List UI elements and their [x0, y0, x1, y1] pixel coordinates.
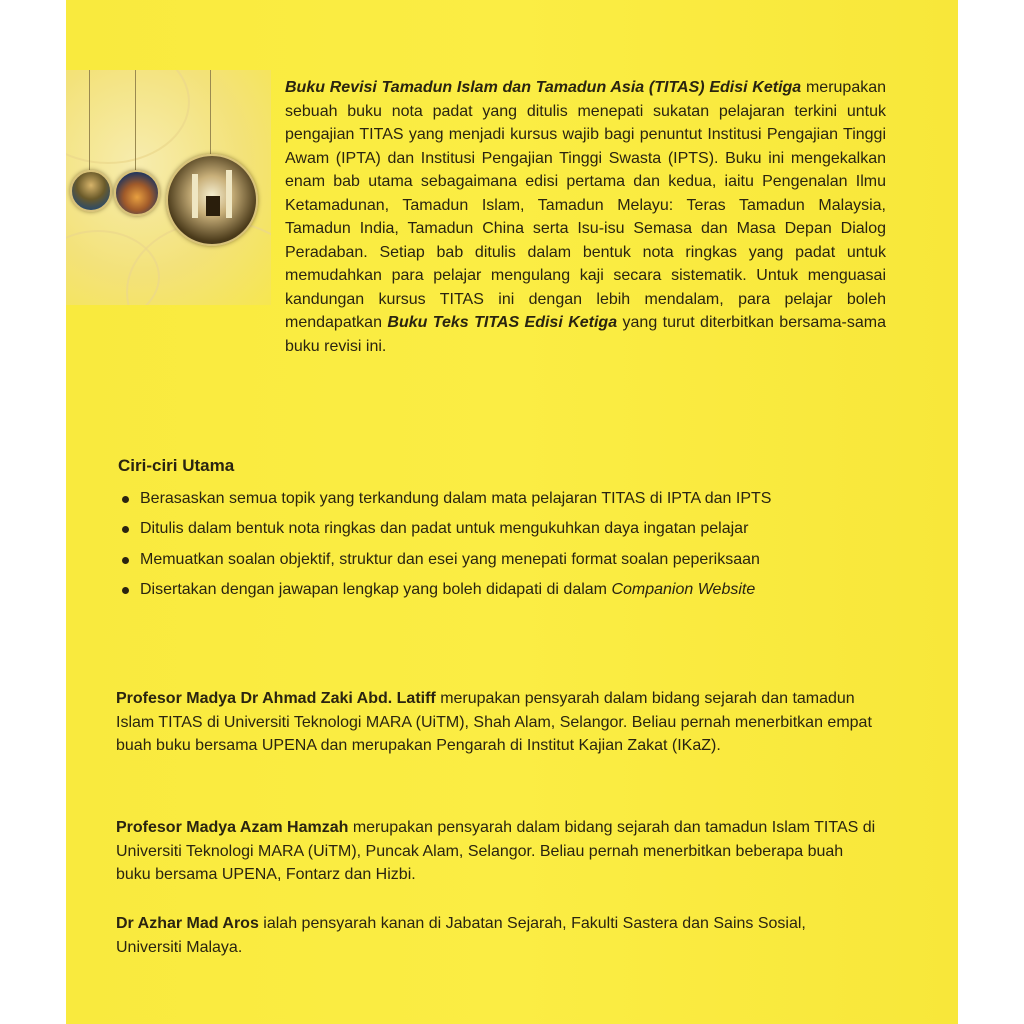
book-description — [118, 76, 886, 358]
bullet-icon — [122, 526, 129, 533]
author-name: Profesor Madya Azam Hamzah — [116, 819, 349, 836]
feature-item: Memuatkan soalan objektif, struktur dan esei yang menepati format soalan peperiksaan — [118, 545, 898, 576]
features-section — [118, 454, 898, 606]
companion-website-text: Companion Website — [611, 581, 756, 598]
description-body: merupakan sebuah buku nota padat yang ditulis menepati sukatan pelajaran terkini untuk pengajian TITAS yang menjadi kursus wajib bagi penuntut Institusi Pengajian Tinggi Awam (IPTA) dan Institusi Pengajian Tinggi Swasta (IPTS). Buku ini mengekalkan enam bab utama sebagaimana edisi pertama dan kedua, iaitu Pengenalan Ilmu Ketamadunan, Tamadun Islam, Tamadun Melayu: Teras Tamadun Malaysia, Tamadun India, Tamadun China serta Isu-isu Semasa dan Masa Depan Dialog Peradaban. Setiap bab ditulis dalam bentuk nota ringkas yang padat untuk memudahkan para pelajar mengulang kaji secara sistematik. Untuk menguasai kandungan kursus TITAS ini dengan lebih mendalam, para pelajar boleh mendapatkan — [285, 79, 887, 331]
author-bio — [116, 816, 876, 887]
feature-item: Ditulis dalam bentuk nota ringkas dan padat untuk mengukuhkan daya ingatan pelajar — [118, 514, 898, 545]
author-bio — [116, 912, 876, 959]
bullet-icon — [122, 587, 129, 594]
features-list — [118, 484, 898, 606]
author-bio — [116, 687, 876, 758]
features-heading: Ciri-ciri Utama — [118, 456, 235, 475]
author-description: merupakan pensyarah dalam bidang sejarah dan tamadun Islam TITAS di Universiti Teknologi MARA (UiTM), Puncak Alam, Selangor. Beliau pernah menerbitkan beberapa buah buku bersama UPENA, Fontarz dan Hizbi. — [116, 819, 876, 883]
globe-ornament-small-icon — [70, 170, 112, 212]
description-tail: yang turut diterbitkan bersama-sama buku revisi ini. — [285, 314, 886, 355]
author-description: ialah pensyarah kanan di Jabatan Sejarah, Fakulti Sastera dan Sains Sosial, Universiti Malaya. — [116, 915, 806, 956]
author-description: merupakan pensyarah dalam bidang sejarah dan tamadun Islam TITAS di Universiti Teknologi MARA (UiTM), Shah Alam, Selangor. Beliau pernah menerbitkan empat buah buku bersama UPENA dan merupakan Pengarah di Institut Kajian Zakat (IKaZ). — [116, 690, 872, 754]
bullet-icon — [122, 496, 129, 503]
description-paragraph — [118, 76, 886, 358]
textbook-title: Buku Teks TITAS Edisi Ketiga — [387, 314, 618, 331]
bullet-icon — [122, 557, 129, 564]
feature-item: Disertakan dengan jawapan lengkap yang boleh didapati di dalam Companion Website — [118, 575, 898, 606]
author-name: Dr Azhar Mad Aros — [116, 915, 259, 932]
author-name: Profesor Madya Dr Ahmad Zaki Abd. Latiff — [116, 690, 436, 707]
feature-item: Berasaskan semua topik yang terkandung dalam mata pelajaran TITAS di IPTA dan IPTS — [118, 484, 898, 515]
book-title: Buku Revisi Tamadun Islam dan Tamadun Asia (TITAS) Edisi Ketiga — [285, 79, 802, 96]
